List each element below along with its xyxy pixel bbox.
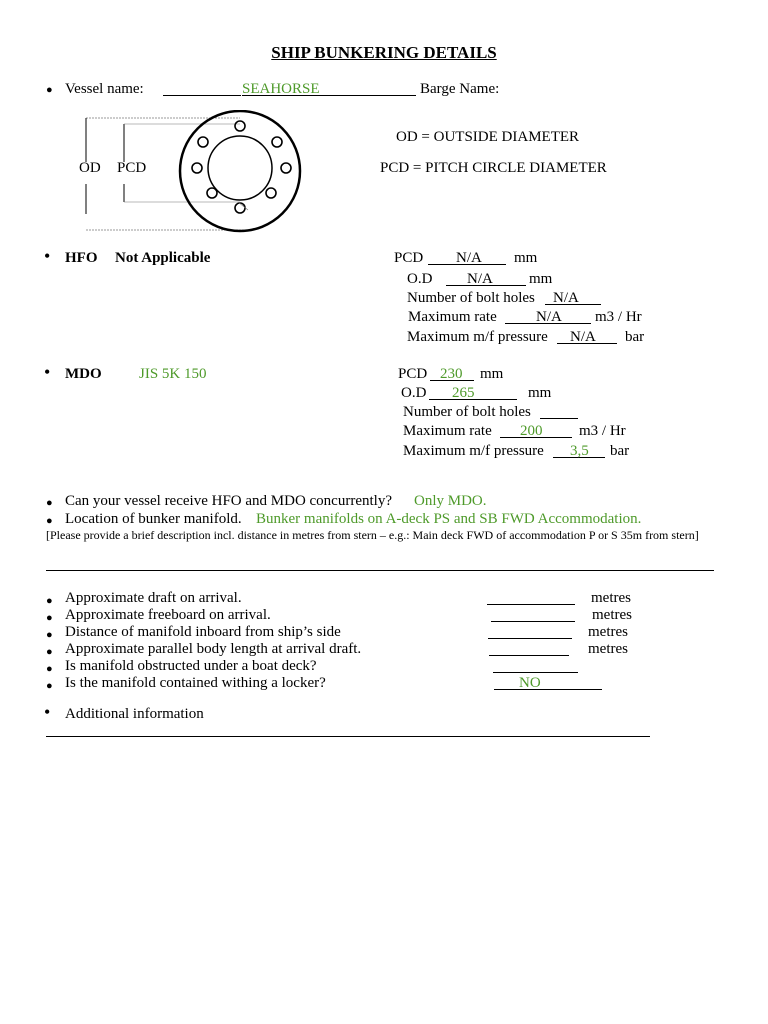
hfo-bolt-label: Number of bolt holes bbox=[407, 290, 535, 306]
page-title: SHIP BUNKERING DETAILS bbox=[271, 43, 497, 62]
mdo-od-label: O.D bbox=[401, 385, 427, 401]
hfo-status: Not Applicable bbox=[115, 250, 211, 266]
parallel-body-label: Approximate parallel body length at arrival draft. bbox=[65, 641, 362, 657]
hfo-pressure-unit: bar bbox=[625, 329, 645, 345]
bullet: ● bbox=[46, 646, 53, 658]
hfo-od-value[interactable]: N/A bbox=[467, 271, 493, 287]
mdo-pcd-label: PCD bbox=[398, 366, 428, 382]
bolt-hole bbox=[198, 137, 208, 147]
freeboard-unit: metres bbox=[592, 607, 632, 623]
mdo-rate-value[interactable]: 200 bbox=[520, 423, 543, 439]
mdo-rate-unit: m3 / Hr bbox=[579, 423, 626, 439]
hfo-label: HFO bbox=[65, 250, 98, 266]
concurrent-answer[interactable]: Only MDO. bbox=[414, 493, 487, 509]
hfo-bolt-value[interactable]: N/A bbox=[553, 290, 579, 306]
hfo-od-label: O.D bbox=[407, 271, 433, 287]
mdo-label: MDO bbox=[65, 366, 102, 382]
parallel-body-blank[interactable] bbox=[489, 655, 569, 656]
bullet: ● bbox=[46, 595, 53, 607]
mdo-bolt-label: Number of bolt holes bbox=[403, 404, 531, 420]
mdo-status: JIS 5K 150 bbox=[139, 366, 207, 382]
flange-diagram bbox=[80, 110, 320, 240]
obstructed-label: Is manifold obstructed under a boat deck? bbox=[65, 658, 317, 674]
hfo-pcd-unit: mm bbox=[514, 250, 538, 266]
bullet: ● bbox=[46, 515, 53, 527]
od-definition: OD = OUTSIDE DIAMETER bbox=[396, 129, 580, 145]
hfo-pressure-label: Maximum m/f pressure bbox=[407, 329, 548, 345]
hfo-od-unit: mm bbox=[529, 271, 553, 287]
inboard-distance-blank[interactable] bbox=[488, 638, 572, 639]
bolt-hole bbox=[266, 188, 276, 198]
mdo-od-value[interactable]: 265 bbox=[452, 385, 475, 401]
draft-blank[interactable] bbox=[487, 604, 575, 605]
location-answer[interactable]: Bunker manifolds on A-deck PS and SB FWD Accommodation. bbox=[256, 511, 642, 527]
pcd-definition: PCD = PITCH CIRCLE DIAMETER bbox=[380, 160, 607, 176]
additional-info-line[interactable] bbox=[46, 736, 650, 737]
bullet: ● bbox=[46, 84, 53, 96]
hfo-rate-label: Maximum rate bbox=[408, 309, 497, 325]
bullet: ● bbox=[46, 680, 53, 692]
locker-value[interactable]: NO bbox=[519, 675, 541, 691]
location-question: Location of bunker manifold. bbox=[65, 511, 242, 527]
draft-label: Approximate draft on arrival. bbox=[65, 590, 242, 606]
bullet: ● bbox=[46, 663, 53, 675]
mdo-pressure-label: Maximum m/f pressure bbox=[403, 443, 544, 459]
obstructed-blank[interactable] bbox=[493, 672, 578, 673]
bullet: • bbox=[44, 362, 51, 382]
vessel-name-label: Vessel name: bbox=[65, 81, 144, 97]
mdo-pcd-unit: mm bbox=[480, 366, 504, 382]
hfo-rate-value[interactable]: N/A bbox=[536, 309, 562, 325]
mdo-pressure-value[interactable]: 3,5 bbox=[570, 443, 589, 459]
divider bbox=[46, 570, 714, 571]
vessel-name-underline-left bbox=[163, 95, 241, 96]
mdo-pressure-unit: bar bbox=[610, 443, 630, 459]
bolt-hole bbox=[192, 163, 202, 173]
bullet: ● bbox=[46, 629, 53, 641]
freeboard-blank[interactable] bbox=[491, 621, 575, 622]
parallel-body-unit: metres bbox=[588, 641, 628, 657]
draft-unit: metres bbox=[591, 590, 631, 606]
bolt-hole bbox=[235, 121, 245, 131]
mdo-od-unit: mm bbox=[528, 385, 552, 401]
bullet: ● bbox=[46, 612, 53, 624]
vessel-name-value[interactable]: SEAHORSE bbox=[242, 81, 320, 97]
inboard-distance-label: Distance of manifold inboard from ship’s side bbox=[65, 624, 341, 640]
locker-label: Is the manifold contained withing a locker? bbox=[65, 675, 326, 691]
bullet: • bbox=[44, 246, 51, 266]
hfo-pressure-value[interactable]: N/A bbox=[570, 329, 596, 345]
bullet: ● bbox=[46, 497, 53, 509]
mdo-rate-label: Maximum rate bbox=[403, 423, 492, 439]
additional-info-label: Additional information bbox=[65, 706, 204, 722]
barge-name-label: Barge Name: bbox=[420, 81, 500, 97]
bolt-hole bbox=[207, 188, 217, 198]
freeboard-label: Approximate freeboard on arrival. bbox=[65, 607, 271, 623]
concurrent-question: Can your vessel receive HFO and MDO concurrently? bbox=[65, 493, 392, 509]
bolt-hole bbox=[235, 203, 245, 213]
od-label: OD bbox=[79, 160, 101, 176]
bolt-hole bbox=[281, 163, 291, 173]
mdo-pcd-value[interactable]: 230 bbox=[440, 366, 463, 382]
vessel-name-underline-right bbox=[242, 95, 416, 96]
bolt-hole bbox=[272, 137, 282, 147]
inboard-distance-unit: metres bbox=[588, 624, 628, 640]
mdo-bolt-blank[interactable] bbox=[540, 418, 578, 419]
flange-inner-circle bbox=[208, 136, 272, 200]
pcd-label: PCD bbox=[117, 160, 147, 176]
hfo-rate-unit: m3 / Hr bbox=[595, 309, 642, 325]
hfo-pcd-label: PCD bbox=[394, 250, 424, 266]
location-note: [Please provide a brief description incl. distance in metres from stern – e.g.: Main deck FWD of accommodation P or S 35m from stern] bbox=[46, 528, 699, 542]
bullet: • bbox=[44, 702, 51, 722]
hfo-pcd-value[interactable]: N/A bbox=[456, 250, 482, 266]
